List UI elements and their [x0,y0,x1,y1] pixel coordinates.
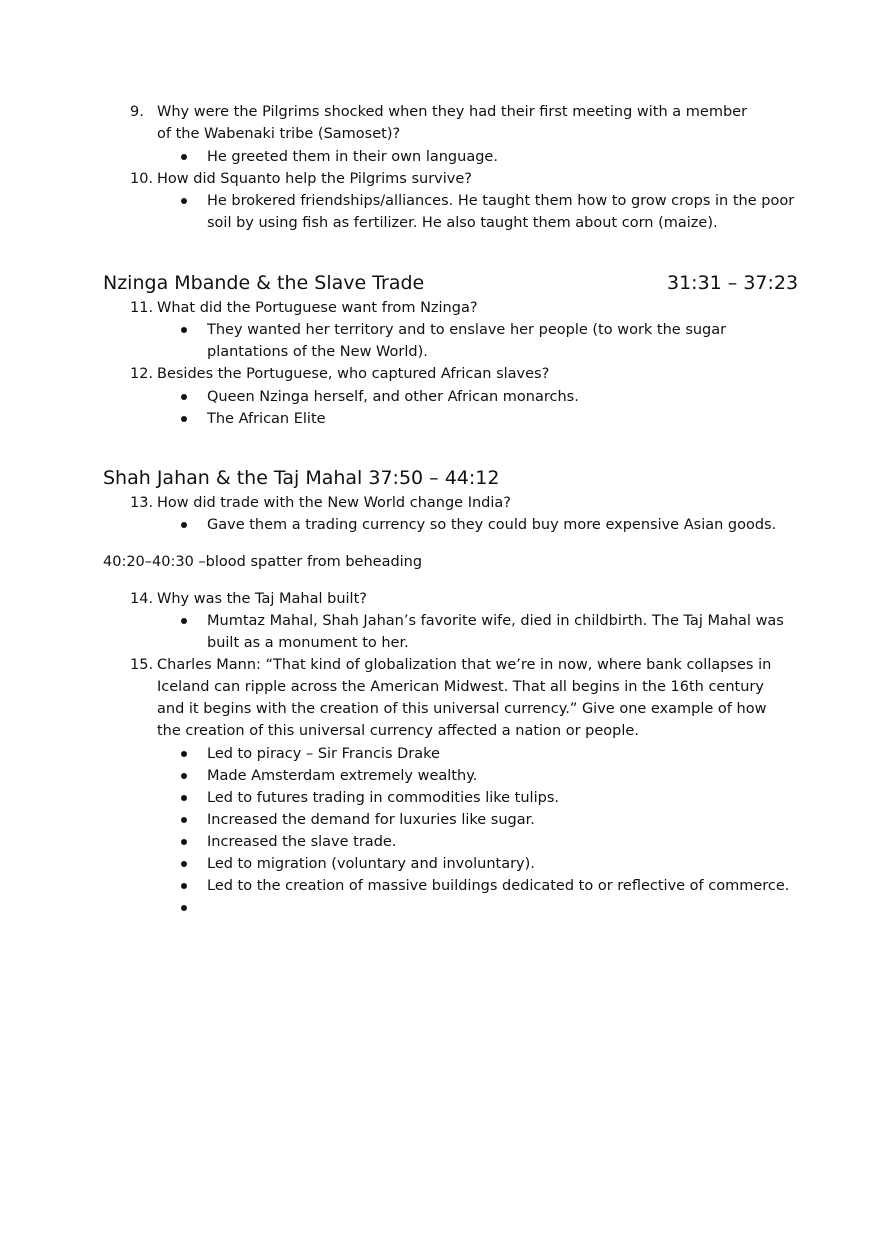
q14-answer-line1: Mumtaz Mahal, Shah Jahan’s favorite wife, died in childbirth. The Taj Mahal was [207,613,784,629]
section-heading-nzinga: Nzinga Mbande & the Slave Trade [103,272,425,294]
bullet-icon [181,327,187,333]
bullet-icon [181,795,187,801]
q9-text-line2: of the Wabenaki tribe (Samoset)? [157,126,401,142]
bullet-icon [181,861,187,867]
q15-answer-3: Led to futures trading in commodities like tulips. [207,790,559,806]
q14-number: 14. [130,591,154,607]
q14-answer-line2: built as a monument to her. [207,635,409,651]
q11-answer-line2: plantations of the New World). [207,344,428,360]
bullet-icon [181,751,187,757]
section-heading-shah-jahan: Shah Jahan & the Taj Mahal 37:50 – 44:12 [103,467,500,489]
q15-answer-7: Led to the creation of massive buildings dedicated to or reflective of commerce. [207,878,790,894]
q15-answer-6: Led to migration (voluntary and involuntary). [207,856,535,872]
q9-text-line1: Why were the Pilgrims shocked when they had their first meeting with a member [157,104,748,120]
bullet-icon [181,618,187,624]
q11-answer-line1: They wanted her territory and to enslave her people (to work the sugar [207,322,727,338]
bullet-icon [181,817,187,823]
q15-answer-5: Increased the slave trade. [207,834,397,850]
bullet-icon [181,416,187,422]
q12-number: 12. [130,366,154,382]
bullet-icon [181,839,187,845]
q15-text-line2: Iceland can ripple across the American Midwest. That all begins in the 16th century [157,679,764,695]
q9-number: 9. [130,104,144,120]
q15-answer-2: Made Amsterdam extremely wealthy. [207,768,478,784]
q14-text: Why was the Taj Mahal built? [157,591,367,607]
q10-answer-line1: He brokered friendships/alliances. He taught them how to grow crops in the poor [207,193,795,209]
q13-number: 13. [130,495,154,511]
q15-text-line3: and it begins with the creation of this universal currency.” Give one example of how [157,701,767,717]
q10-answer-line2: soil by using fish as fertilizer. He also taught them about corn (maize). [207,215,718,231]
bullet-icon [181,773,187,779]
q9-answer-1: He greeted them in their own language. [207,149,498,165]
q11-number: 11. [130,300,154,316]
bullet-icon [181,905,187,911]
q15-answer-4: Increased the demand for luxuries like sugar. [207,812,535,828]
q12-text: Besides the Portuguese, who captured African slaves? [157,366,550,382]
bullet-icon [181,883,187,889]
q15-text-line1: Charles Mann: “That kind of globalization that we’re in now, where bank collapses in [157,657,772,673]
q15-text-line4: the creation of this universal currency affected a nation or people. [157,723,639,739]
section-time-nzinga: 31:31 – 37:23 [667,272,799,294]
timestamp-note: 40:20–40:30 –blood spatter from beheading [103,554,423,570]
bullet-icon [181,198,187,204]
q13-text: How did trade with the New World change India? [157,495,511,511]
q11-text: What did the Portuguese want from Nzinga? [157,300,478,316]
q10-number: 10. [130,171,154,187]
bullet-icon [181,522,187,528]
q10-text: How did Squanto help the Pilgrims survive? [157,171,472,187]
bullet-icon [181,154,187,160]
q13-answer-1: Gave them a trading currency so they could buy more expensive Asian goods. [207,517,777,533]
q12-answer-1: Queen Nzinga herself, and other African monarchs. [207,389,579,405]
q12-answer-2: The African Elite [207,411,326,427]
q15-number: 15. [130,657,154,673]
bullet-icon [181,394,187,400]
q15-answer-1: Led to piracy – Sir Francis Drake [207,746,440,762]
